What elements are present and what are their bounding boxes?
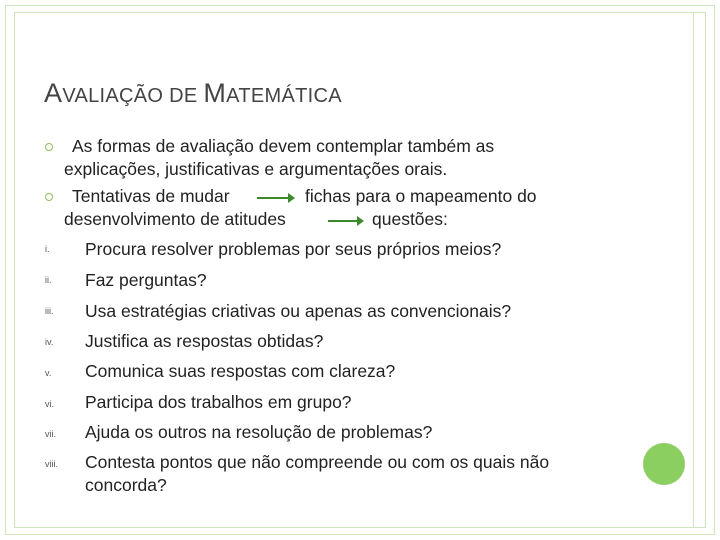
item-text: Faz perguntas? (85, 270, 207, 290)
item-numeral: ii. (45, 275, 52, 285)
bullet-1-line-1: As formas de avaliação devem contemplar também as (72, 136, 495, 156)
arrow-right-icon (328, 220, 358, 222)
item-text: Procura resolver problemas por seus próprios meios? (85, 239, 502, 259)
item-numeral: vi. (45, 399, 54, 409)
decorative-circle (643, 443, 685, 485)
title-rest-m: ATEMÁTICA (226, 85, 342, 107)
bullet-circle-icon (45, 193, 53, 201)
item-text: Ajuda os outros na resolução de problemas? (85, 422, 433, 442)
item-numeral: vii. (45, 429, 56, 439)
item-text-continuation: concorda? (85, 475, 167, 495)
item-text: Usa estratégias criativas ou apenas as convencionais? (85, 301, 512, 321)
item-text: Contesta pontos que não compreende ou com os quais não (85, 452, 550, 472)
slide-side-line (693, 12, 694, 528)
item-numeral: v. (45, 368, 52, 378)
bullet-2-line-1b: fichas para o mapeamento do (305, 186, 537, 206)
title-rest-a: VALIAÇÃO DE (62, 85, 204, 107)
item-numeral: i. (45, 244, 50, 254)
slide-title (44, 78, 342, 109)
item-numeral: iv. (45, 337, 54, 347)
item-text: Justifica as respostas obtidas? (85, 331, 324, 351)
title-initial-m: M (203, 78, 227, 108)
item-text: Participa dos trabalhos em grupo? (85, 392, 352, 412)
arrow-right-icon (257, 197, 289, 199)
bullet-2-line-2b: questões: (372, 209, 448, 229)
bullet-2-line-1a: Tentativas de mudar (72, 186, 230, 206)
item-text: Comunica suas respostas com clareza? (85, 361, 396, 381)
bullet-2-line-2a: desenvolvimento de atitudes (64, 209, 286, 229)
item-numeral: iii. (45, 306, 54, 316)
title-initial-a: A (44, 78, 63, 108)
bullet-circle-icon (45, 143, 53, 151)
bullet-1-line-2: explicações, justificativas e argumentações orais. (64, 159, 448, 179)
item-numeral: viii. (45, 459, 58, 469)
